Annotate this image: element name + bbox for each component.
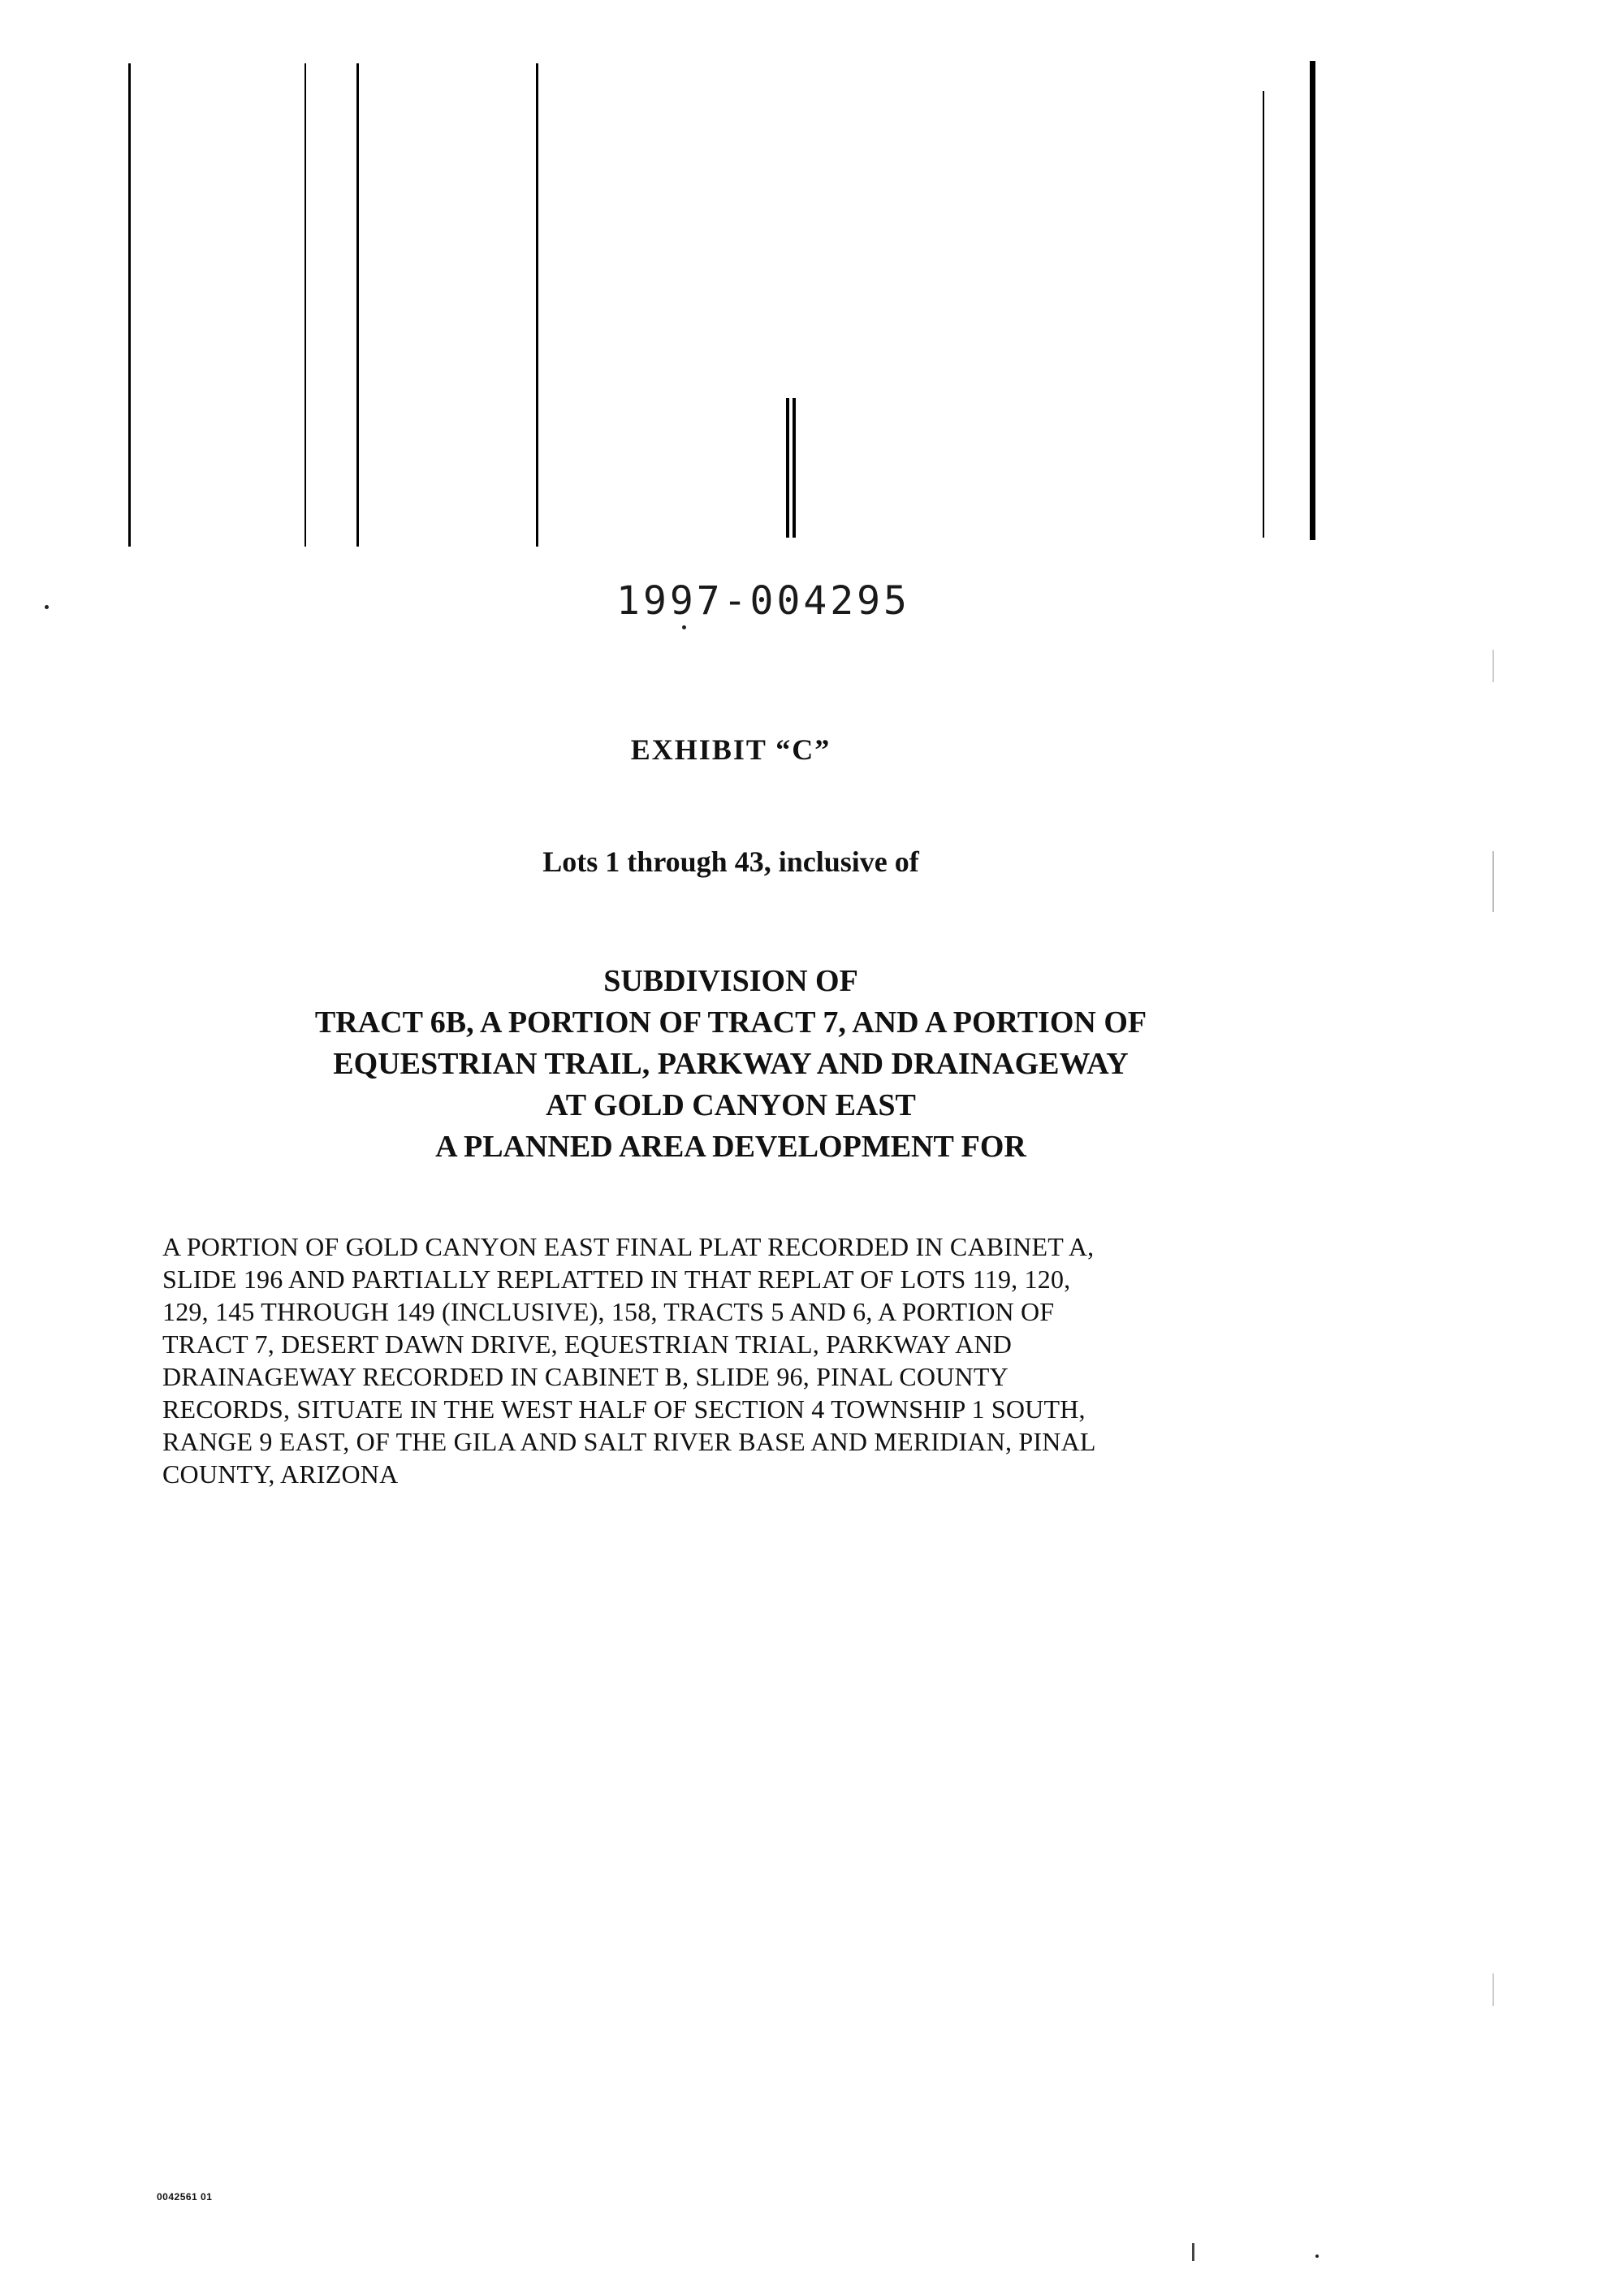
legal-description-line: RANGE 9 EAST, OF THE GILA AND SALT RIVER BASE AND MERIDIAN, PINAL [162,1427,1096,1456]
scan-mark [1492,650,1494,682]
legal-description-line: RECORDS, SITUATE IN THE WEST HALF OF SECTION 4 TOWNSHIP 1 SOUTH, [162,1394,1086,1424]
heading-line: A PLANNED AREA DEVELOPMENT FOR [435,1130,1026,1164]
barcode-rule [536,63,538,547]
barcode-rule [128,63,131,547]
barcode-rule [1310,61,1315,540]
heading-line: EQUESTRIAN TRAIL, PARKWAY AND DRAINAGEWAY [333,1047,1129,1081]
scan-mark [1192,2243,1194,2261]
legal-description-line: DRAINAGEWAY RECORDED IN CABINET B, SLIDE 96, PINAL COUNTY [162,1362,1009,1391]
barcode-rule [304,63,306,547]
barcode-rule [793,398,796,538]
exhibit-title: EXHIBIT “C” [630,733,831,766]
legal-description-line: A PORTION OF GOLD CANYON EAST FINAL PLAT RECORDED IN CABINET A, [162,1232,1095,1261]
scan-speck [682,625,686,629]
scan-speck [1315,2255,1319,2258]
legal-description [162,1230,1315,1490]
legal-description-line: SLIDE 196 AND PARTIALLY REPLATTED IN THAT REPLAT OF LOTS 119, 120, [162,1265,1071,1294]
heading-line: SUBDIVISION OF [603,964,858,998]
legal-description-line: 129, 145 THROUGH 149 (INCLUSIVE), 158, TRACTS 5 AND 6, A PORTION OF [162,1297,1055,1326]
heading-line: TRACT 6B, A PORTION OF TRACT 7, AND A PORTION OF [314,1005,1147,1040]
subdivision-heading [0,961,1462,1168]
legal-description-line: TRACT 7, DESERT DAWN DRIVE, EQUESTRIAN TRIAL, PARKWAY AND [162,1329,1013,1359]
legal-description-line: COUNTY, ARIZONA [162,1459,399,1489]
barcode-rule [786,398,789,538]
barcode-rule [356,63,359,547]
recording-number: 1997-004295 [616,578,910,624]
scan-mark [1492,1974,1494,2006]
scan-mark [1492,851,1494,912]
barcode-rule [1263,91,1264,538]
heading-line: AT GOLD CANYON EAST [546,1088,916,1122]
lots-line: Lots 1 through 43, inclusive of [542,845,919,878]
footer-document-code: 0042561 01 [157,2191,213,2203]
